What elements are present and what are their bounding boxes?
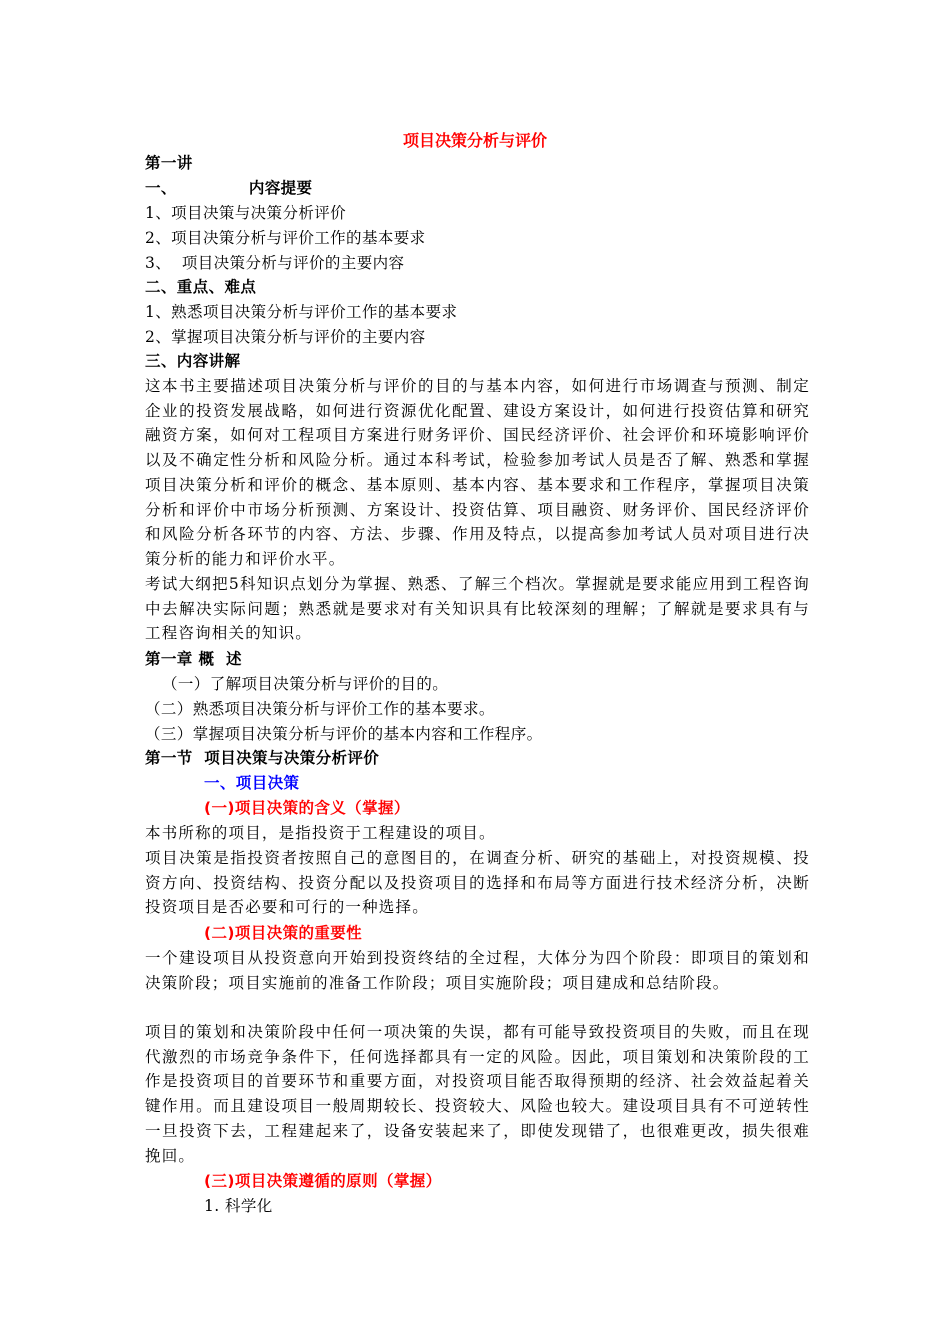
section-3-heading: 三、内容讲解	[145, 352, 241, 370]
section-1-number: 一、	[145, 179, 177, 197]
chapter-heading: 第一章 概 述	[145, 650, 242, 668]
section-heading: 第一节 项目决策与决策分析评价	[145, 749, 380, 767]
list-item: 3、 项目决策分析与评价的主要内容	[145, 254, 405, 272]
section-2-heading: 二、重点、难点	[145, 278, 257, 296]
paragraph: 本书所称的项目，是指投资于工程建设的项目。	[145, 824, 496, 842]
paragraph-syllabus: 考试大纲把5科知识点划分为掌握、熟悉、了解三个档次。掌握就是要求能应用到工程咨询中去解决实际问题；熟悉就是要求对有关知识具有比较深刻的理解；了解就是要求具有与工程咨询相关的知识。	[145, 575, 810, 643]
list-item: （一）了解项目决策分析与评价的目的。	[162, 675, 449, 693]
lecture-heading: 第一讲	[145, 154, 193, 172]
paragraph: 项目决策是指投资者按照自己的意图目的，在调查分析、研究的基础上，对投资规模、投资方向、投资结构、投资分配以及投资项目的选择和布局等方面进行技术经济分析，决断投资项目是否必要和可行的一种选择。	[145, 849, 810, 917]
paragraph-intro: 这本书主要描述项目决策分析与评价的目的与基本内容，如何进行市场调查与预测、制定企业的投资发展战略，如何进行资源优化配置、建设方案设计，如何进行投资估算和研究融资方案，如何对工程项目方案进行财务评价、国民经济评价、社会评价和环境影响评价以及不确定性分析和风险分析。通过本科考试，检验参加考试人员是否了解、熟悉和掌握项目决策分析和评价的概念、基本原则、基本内容、基本要求和工作程序，掌握项目决策分析和评价中市场分析预测、方案设计、投资估算、项目融资、财务评价、国民经济评价和风险分析各环节的内容、方法、步骤、作用及特点，以提高参加考试人员对项目进行决策分析的能力和评价水平。	[145, 377, 810, 568]
list-item: 1. 科学化	[204, 1197, 273, 1215]
paragraph: 项目的策划和决策阶段中任何一项决策的失误，都有可能导致投资项目的失败，而且在现代激烈的市场竞争条件下，任何选择都具有一定的风险。因此，项目策划和决策阶段的工作是投资项目的首要环节和重要方面，对投资项目能否取得预期的经济、社会效益起着关键作用。而且建设项目一般周期较长、投资较大、风险也较大。建设项目具有不可逆转性一旦投资下去，工程建起来了，设备安装起来了，即使发现错了，也很难更改，损失很难挽回。	[145, 1023, 810, 1165]
section-1-heading	[145, 176, 810, 201]
list-item: （二）熟悉项目决策分析与评价工作的基本要求。	[145, 700, 495, 718]
paragraph: 一个建设项目从投资意向开始到投资终结的全过程，大体分为四个阶段：即项目的策划和决策阶段；项目实施前的准备工作阶段；项目实施阶段；项目建成和总结阶段。	[145, 949, 810, 992]
list-item: 1、项目决策与决策分析评价	[145, 204, 347, 222]
list-item: 2、掌握项目决策分析与评价的主要内容	[145, 328, 426, 346]
subsection-heading: 一、项目决策	[204, 774, 300, 792]
list-item: 1、熟悉项目决策分析与评价工作的基本要求	[145, 303, 458, 321]
list-item: （三）掌握项目决策分析与评价的基本内容和工作程序。	[145, 725, 543, 743]
subsection-heading: (二)项目决策的重要性	[204, 924, 363, 942]
list-item: 2、项目决策分析与评价工作的基本要求	[145, 229, 426, 247]
document-title: 项目决策分析与评价	[402, 131, 547, 150]
subsection-heading: (三)项目决策遵循的原则（掌握）	[204, 1172, 442, 1190]
section-1-title: 内容提要	[248, 179, 313, 197]
subsection-heading: (一)项目决策的含义（掌握）	[204, 799, 410, 817]
